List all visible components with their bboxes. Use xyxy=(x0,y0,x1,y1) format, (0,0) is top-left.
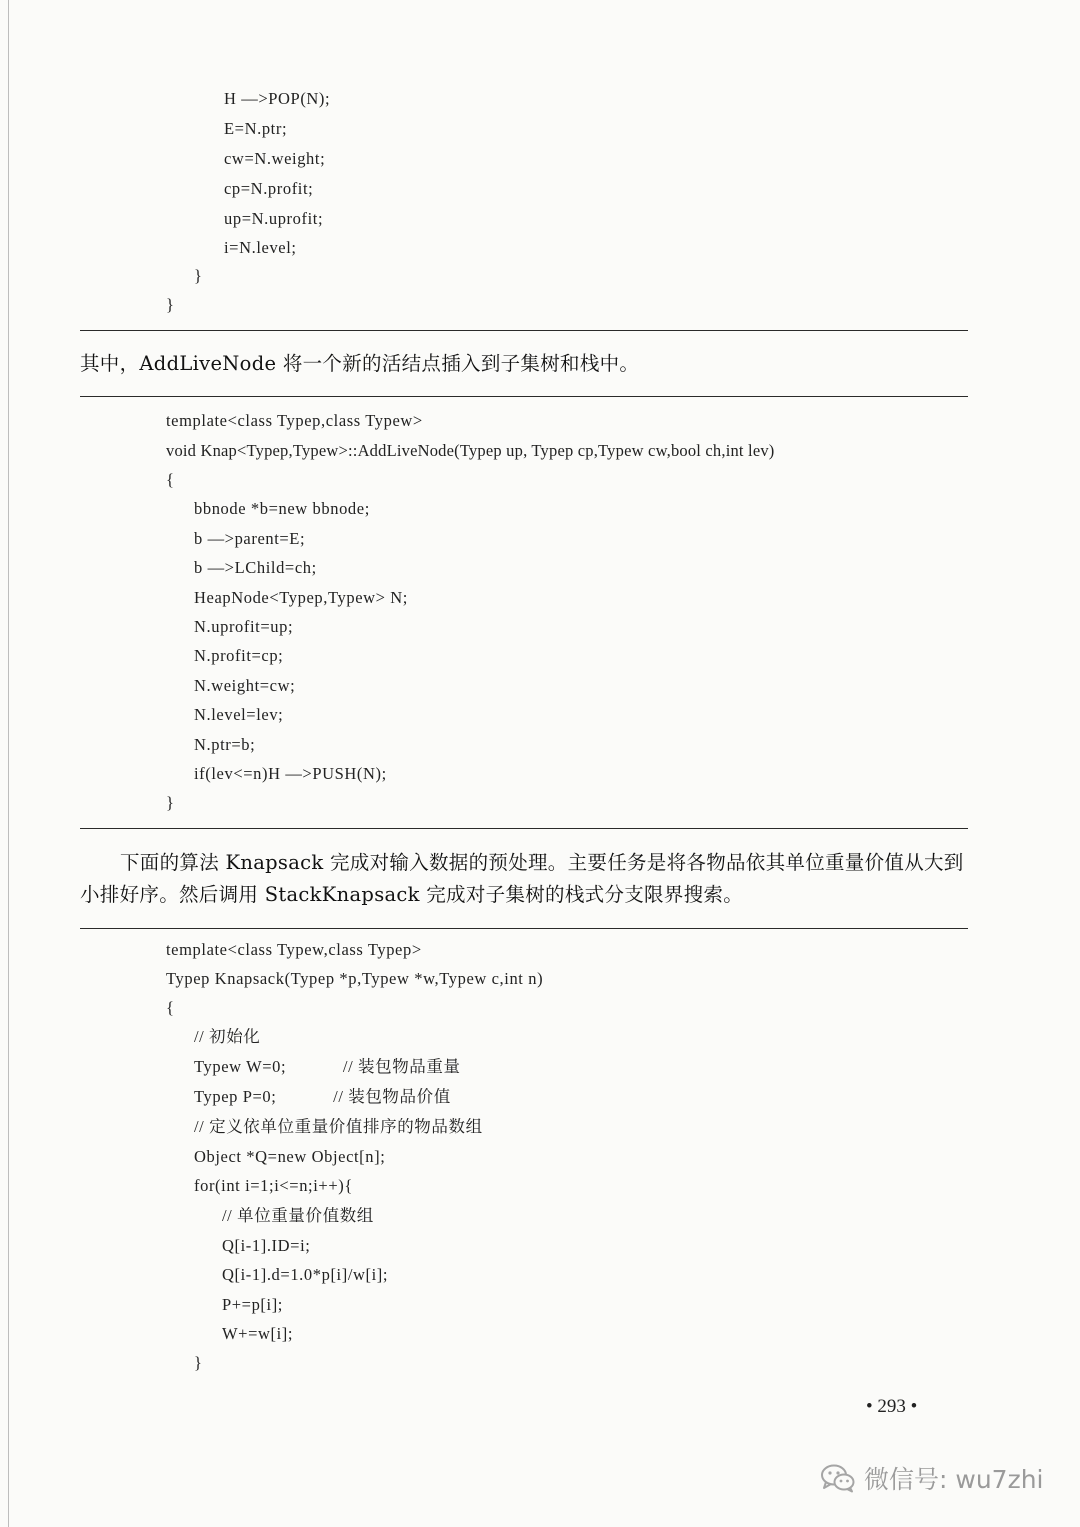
page-edge xyxy=(8,0,9,1527)
code-line: Typew W=0; // 装包物品重量 xyxy=(194,1057,461,1076)
code-line: P+=p[i]; xyxy=(222,1295,283,1314)
code-line: N.ptr=b; xyxy=(194,735,256,754)
code-line: void Knap<Typep,Typew>::AddLiveNode(Typep up, Typep cp,Typew cw,bool ch,int lev) xyxy=(166,441,775,460)
code-line: for(int i=1;i<=n;i++){ xyxy=(194,1176,353,1195)
watermark-text: 微信号: wu7zhi xyxy=(864,1465,1044,1494)
code-line: cp=N.profit; xyxy=(224,179,314,198)
code-line: b —>LChild=ch; xyxy=(194,558,317,577)
code-line: E=N.ptr; xyxy=(224,119,288,138)
rule-divider xyxy=(80,330,968,331)
rule-divider xyxy=(80,928,968,929)
page-number: • 293 • xyxy=(866,1396,918,1417)
code-line: N.uprofit=up; xyxy=(194,617,294,636)
code-line: HeapNode<Typep,Typew> N; xyxy=(194,588,408,607)
code-line: } xyxy=(166,295,175,314)
code-line: Typep P=0; // 装包物品价值 xyxy=(194,1087,451,1106)
code-line: Object *Q=new Object[n]; xyxy=(194,1147,386,1166)
watermark xyxy=(820,1458,1043,1498)
code-line: Typep Knapsack(Typep *p,Typew *w,Typew c,int n) xyxy=(166,969,544,988)
paragraph-2: 下面的算法 Knapsack 完成对输入数据的预处理。主要任务是将各物品依其单位重量价值从大到小排好序。然后调用 StackKnapsack 完成对子集树的栈式分支限界搜索。 xyxy=(80,851,964,906)
code-line: i=N.level; xyxy=(224,238,297,257)
rule-divider xyxy=(80,396,968,397)
code-line: N.profit=cp; xyxy=(194,646,284,665)
code-line: Q[i-1].d=1.0*p[i]/w[i]; xyxy=(222,1265,389,1284)
code-line: if(lev<=n)H —>PUSH(N); xyxy=(194,764,387,783)
rule-divider xyxy=(80,828,968,829)
code-line: { xyxy=(166,998,175,1017)
code-line: W+=w[i]; xyxy=(222,1324,294,1343)
code-line: Q[i-1].ID=i; xyxy=(222,1236,311,1255)
code-line: { xyxy=(166,470,175,489)
code-line: N.weight=cw; xyxy=(194,676,296,695)
code-line: bbnode *b=new bbnode; xyxy=(194,499,370,518)
code-line: // 单位重量价值数组 xyxy=(222,1206,374,1225)
code-line: up=N.uprofit; xyxy=(224,209,324,228)
code-line: } xyxy=(194,1353,203,1372)
code-line: } xyxy=(194,266,203,285)
code-line: } xyxy=(166,793,175,812)
paragraph-1: 其中，AddLiveNode 将一个新的活结点插入到子集树和栈中。 xyxy=(80,352,640,375)
code-line: // 初始化 xyxy=(194,1027,261,1046)
code-line: N.level=lev; xyxy=(194,705,284,724)
code-line: cw=N.weight; xyxy=(224,149,326,168)
code-line: b —>parent=E; xyxy=(194,529,306,548)
code-line: template<class Typew,class Typep> xyxy=(166,940,422,959)
wechat-icon xyxy=(820,1463,856,1493)
code-line: H —>POP(N); xyxy=(224,89,331,108)
code-line: // 定义依单位重量价值排序的物品数组 xyxy=(194,1117,483,1136)
code-line: template<class Typep,class Typew> xyxy=(166,411,423,430)
